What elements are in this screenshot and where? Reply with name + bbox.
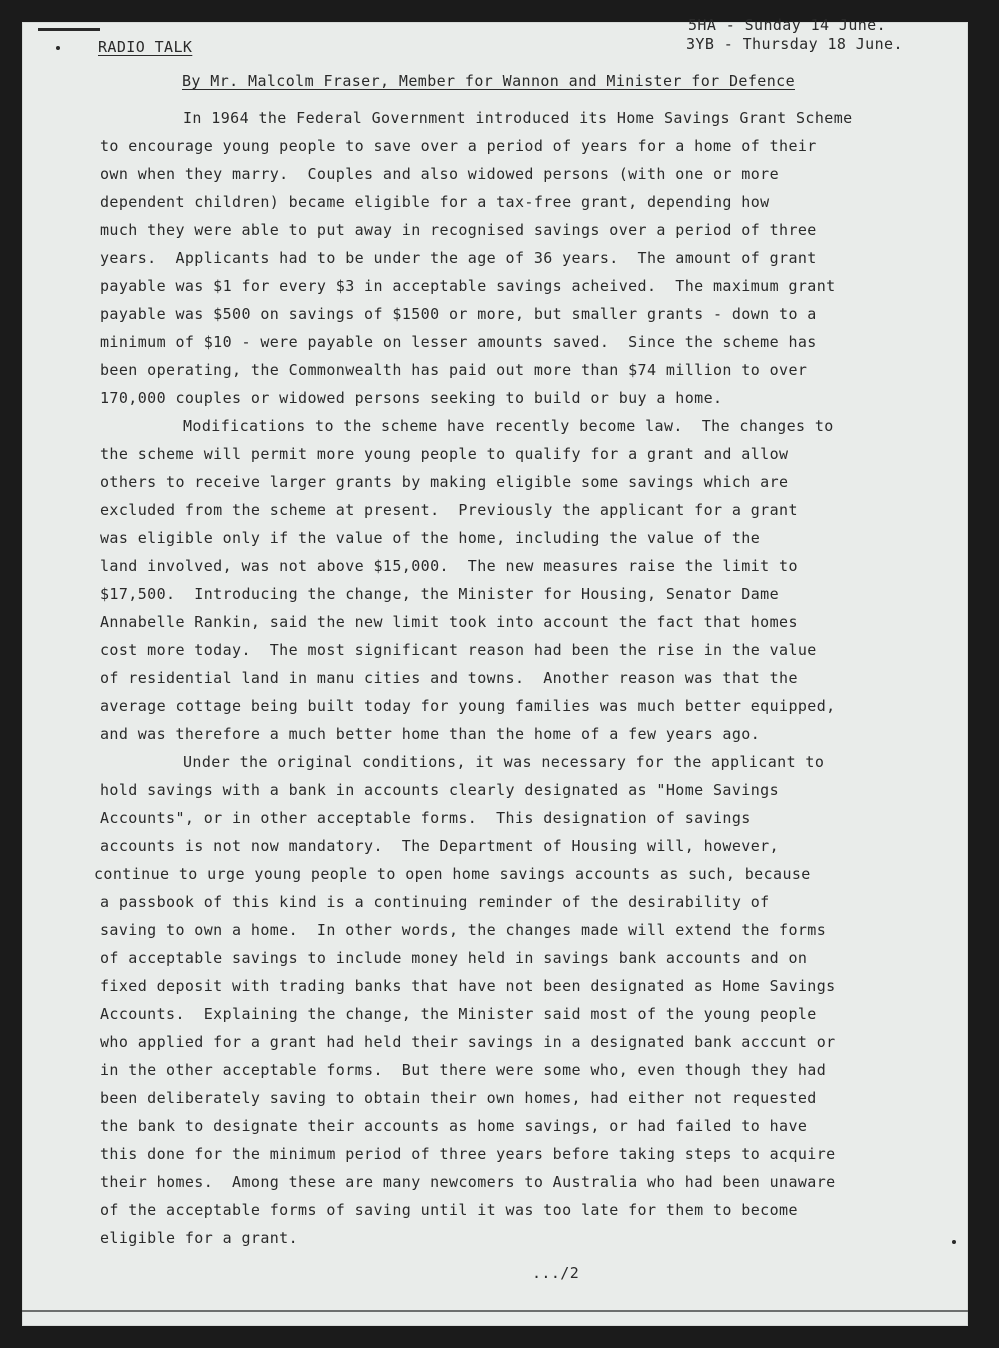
- body-line-7: payable was $1 for every $3 in acceptable savings acheived. The maximum grant: [100, 277, 836, 295]
- body-line-33: Accounts. Explaining the change, the Minister said most of the young people: [100, 1005, 817, 1023]
- top-left-rule: [38, 28, 100, 31]
- margin-mark-bottom-right: [952, 1240, 956, 1244]
- body-line-20: cost more today. The most significant reason had been the rise in the value: [100, 641, 817, 659]
- body-line-34: who applied for a grant had held their savings in a designated bank acccunt or: [100, 1033, 836, 1051]
- body-line-9: minimum of $10 - were payable on lesser amounts saved. Since the scheme has: [100, 333, 817, 351]
- body-line-22: average cottage being built today for young families was much better equipped,: [100, 697, 836, 715]
- body-line-8: payable was $500 on savings of $1500 or more, but smaller grants - down to a: [100, 305, 817, 323]
- body-line-14: others to receive larger grants by making eligible some savings which are: [100, 473, 789, 491]
- body-line-24: Under the original conditions, it was necessary for the applicant to: [183, 753, 825, 771]
- page-continuation: .../2: [532, 1264, 580, 1282]
- header-right-line2: 3YB - Thursday 18 June.: [686, 35, 903, 53]
- body-line-40: of the acceptable forms of saving until it was too late for them to become: [100, 1201, 798, 1219]
- body-line-2: to encourage young people to save over a period of years for a home of their: [100, 137, 817, 155]
- body-line-1: In 1964 the Federal Government introduced its Home Savings Grant Scheme: [183, 109, 853, 127]
- body-line-16: was eligible only if the value of the home, including the value of the: [100, 529, 761, 547]
- body-line-21: of residential land in manu cities and towns. Another reason was that the: [100, 669, 798, 687]
- body-line-11: 170,000 couples or widowed persons seeking to build or buy a home.: [100, 389, 723, 407]
- header-right-line1: 5HA - Sunday 14 June.: [688, 16, 887, 34]
- header-left: RADIO TALK: [98, 38, 193, 56]
- body-line-4: dependent children) became eligible for a tax-free grant, depending how: [100, 193, 770, 211]
- body-line-17: land involved, was not above $15,000. The new measures raise the limit to: [100, 557, 798, 575]
- body-line-3: own when they marry. Couples and also widowed persons (with one or more: [100, 165, 780, 183]
- body-line-37: the bank to designate their accounts as home savings, or had failed to have: [100, 1117, 808, 1135]
- body-line-23: and was therefore a much better home than the home of a few years ago.: [100, 725, 761, 743]
- body-line-18: $17,500. Introducing the change, the Minister for Housing, Senator Dame: [100, 585, 780, 603]
- body-line-25: hold savings with a bank in accounts clearly designated as "Home Savings: [100, 781, 780, 799]
- byline: By Mr. Malcolm Fraser, Member for Wannon and Minister for Defence: [182, 72, 795, 90]
- body-line-29: a passbook of this kind is a continuing reminder of the desirability of: [100, 893, 770, 911]
- body-line-27: accounts is not now mandatory. The Department of Housing will, however,: [100, 837, 780, 855]
- body-line-41: eligible for a grant.: [100, 1229, 299, 1247]
- body-line-6: years. Applicants had to be under the age of 36 years. The amount of grant: [100, 249, 817, 267]
- body-line-5: much they were able to put away in recognised savings over a period of three: [100, 221, 817, 239]
- body-line-19: Annabelle Rankin, said the new limit took into account the fact that homes: [100, 613, 798, 631]
- body-line-35: in the other acceptable forms. But there were some who, even though they had: [100, 1061, 827, 1079]
- body-line-32: fixed deposit with trading banks that have not been designated as Home Savings: [100, 977, 836, 995]
- body-line-39: their homes. Among these are many newcomers to Australia who had been unaware: [100, 1173, 836, 1191]
- body-line-31: of acceptable savings to include money held in savings bank accounts and on: [100, 949, 808, 967]
- body-line-15: excluded from the scheme at present. Previously the applicant for a grant: [100, 501, 798, 519]
- body-line-36: been deliberately saving to obtain their own homes, had either not requested: [100, 1089, 817, 1107]
- body-line-13: the scheme will permit more young people to qualify for a grant and allow: [100, 445, 789, 463]
- body-line-12: Modifications to the scheme have recently become law. The changes to: [183, 417, 834, 435]
- body-line-28: continue to urge young people to open home savings accounts as such, because: [94, 865, 811, 883]
- body-line-26: Accounts", or in other acceptable forms. This designation of savings: [100, 809, 751, 827]
- body-line-10: been operating, the Commonwealth has paid out more than $74 million to over: [100, 361, 808, 379]
- body-line-30: saving to own a home. In other words, the changes made will extend the forms: [100, 921, 827, 939]
- bottom-rule: [22, 1310, 968, 1312]
- punch-mark-top: [56, 46, 60, 50]
- body-line-38: this done for the minimum period of three years before taking steps to acquire: [100, 1145, 836, 1163]
- typed-document-page: [22, 16, 968, 1326]
